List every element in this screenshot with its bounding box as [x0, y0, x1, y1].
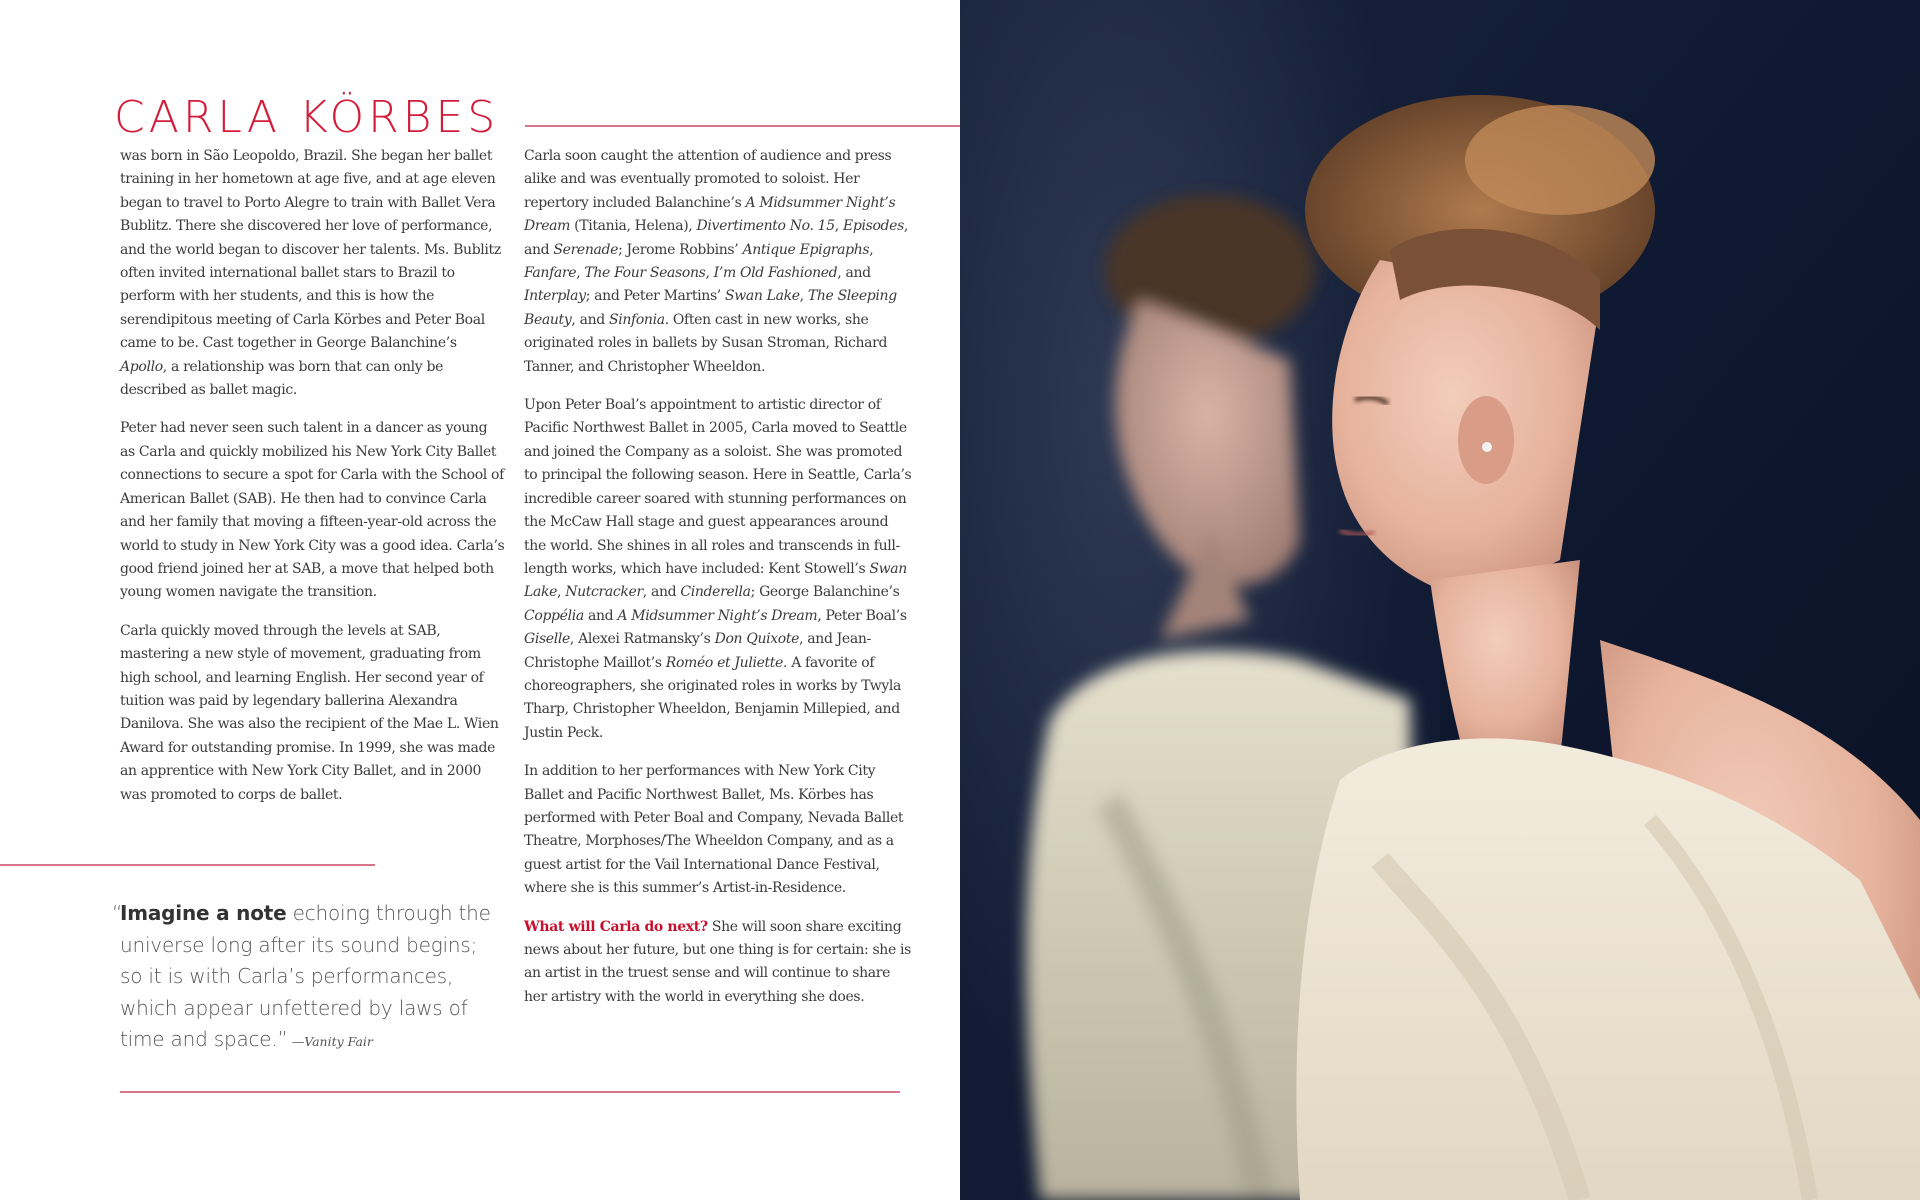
italic-title: The Four Seasons	[584, 265, 706, 282]
italic-title: Antique Epigraphs	[742, 241, 870, 258]
italic-title: Fanfare	[524, 265, 577, 282]
italic-title: Coppélia	[524, 607, 584, 624]
text-run: ,	[557, 584, 566, 601]
text-run: ; and Peter Martins’	[585, 288, 726, 305]
callout-lead: What will Carla do next?	[524, 918, 708, 935]
pull-quote-source: —Vanity Fair	[287, 1034, 373, 1049]
text-run: ,	[869, 241, 874, 258]
text-column-left	[120, 145, 505, 822]
italic-title: Nutcracker	[565, 584, 643, 601]
italic-title: Don Quixote	[714, 631, 800, 648]
paragraph	[524, 394, 912, 745]
text-run: ,	[799, 288, 808, 305]
text-run: ,	[834, 218, 843, 235]
open-quote-mark: “	[112, 901, 123, 925]
italic-title: Divertimento No. 15	[696, 218, 835, 235]
text-run: and	[583, 607, 618, 624]
text-run: ,	[576, 265, 585, 282]
text-run: Upon Peter Boal’s appointment to artistic director of Pacific Northwest Ballet in 2005, Carla moved to Seattle and joined the Company as a soloist. She was promoted to principal the following season. Here in Seattle, Carla’s incredible career soared with stunning performances on the McCaw Hall stage and guest appearances around the world. She shines in all roles and transcends in full-length works, which have included: Kent Stowell’s	[524, 397, 912, 577]
text-run: She will soon share exciting news about her future, but one thing is for certain: she is an artist in the truest sense and will continue to share her artistry with the world in everything she does.	[524, 918, 911, 1005]
text-run: , Peter Boal’s	[817, 607, 907, 624]
pullquote-rule-top	[0, 864, 375, 866]
italic-title: Episodes	[843, 218, 904, 235]
text-run: was born in São Leopoldo, Brazil. She began her ballet training in her hometown at age five, and at age eleven began to travel to Porto Alegre to train with Ballet Vera Bublitz. There she discovered her love of performance, and the world began to discover her talents. Ms. Bublitz often invited international ballet stars to Brazil to perform with her students, and this is how the serendipitous meeting of Carla Körbes and Peter Boal came to be. Cast together in George Balanchine’s	[120, 148, 501, 352]
italic-title: Interplay	[524, 288, 586, 305]
portrait-illustration	[960, 0, 1920, 1200]
text-column-right	[524, 145, 912, 1024]
text-run: Carla soon caught the attention of audience and press alike and was eventually promoted to soloist. Her repertory included Balanchine’s	[524, 148, 892, 211]
portrait-photo	[960, 0, 1920, 1200]
italic-title: Giselle	[524, 631, 570, 648]
italic-title: A Midsummer Night’s Dream	[617, 607, 818, 624]
italic-title: Swan Lake	[725, 288, 800, 305]
top-rule	[525, 125, 960, 127]
pull-quote-lead: Imagine a note	[120, 901, 287, 925]
text-run: ; George Balanchine’s	[750, 584, 900, 601]
italic-title: Swan Lake	[524, 560, 907, 601]
italic-title: The Sleeping Beauty	[524, 288, 897, 328]
italic-title: Sinfonia	[608, 311, 665, 328]
paragraph	[524, 145, 912, 379]
bottom-rule	[120, 1091, 900, 1093]
text-run: , and	[524, 218, 909, 258]
text-run: . Often cast in new works, she originated roles in ballets by Susan Stroman, Richard Tanner, and Christopher Wheeldon.	[524, 311, 888, 375]
italic-title: Serenade	[553, 241, 619, 258]
paragraph: In addition to her performances with New York City Ballet and Pacific Northwest Ballet, Ms. Körbes has performed with Peter Boal and Company, Nevada Ballet Theatre, Morphoses/The Wheeldon Company, and as a guest artist for the Vail International Dance Festival, where she is this summer’s Artist-in-Residence.	[524, 763, 904, 897]
text-run: (Titania, Helena),	[570, 218, 697, 235]
pull-quote-body: echoing through the universe long after its sound begins; so it is with Carla’s performances, which appear unfettered by laws of time and space.”	[120, 901, 491, 1051]
text-run: , Alexei Ratmansky’s	[569, 631, 715, 648]
text-run: , and Jean-Christophe Maillot’s	[524, 631, 871, 671]
italic-title: I’m Old Fashioned	[713, 265, 838, 282]
text-run: , and	[642, 584, 681, 601]
text-run: , a relationship was born that can only be described as ballet magic.	[120, 358, 443, 399]
paragraph: Peter had never seen such talent in a dancer as young as Carla and quickly mobilized his New York City Ballet connections to secure a spot for Carla with the School of American Ballet (SAB). He then had to convince Carla and her family that moving a fifteen-year-old across the world to study in New York City was a good idea. Carla’s good friend joined her at SAB, a move that helped both young women navigate the transition.	[120, 420, 505, 601]
italic-title: Roméo et Juliette	[665, 654, 783, 671]
italic-title: Apollo	[120, 358, 163, 375]
text-run: ; Jerome Robbins’	[618, 241, 743, 258]
italic-title: A Midsummer Night’s Dream	[524, 194, 896, 235]
paragraph	[120, 145, 505, 402]
text-run: ,	[705, 265, 714, 282]
paragraph: Carla quickly moved through the levels at SAB, mastering a new style of movement, graduating from high school, and learning English. Her second year of tuition was paid by legendary ballerina Alexandra Danilova. She was also the recipient of the Mae L. Wien Award for outstanding promise. In 1999, she was made an apprentice with New York City Ballet, and in 2000 was promoted to corps de ballet.	[120, 622, 499, 803]
italic-title: Cinderella	[680, 584, 751, 601]
text-run: . A favorite of choreographers, she originated roles in works by Twyla Tharp, Christopher Wheeldon, Benjamin Millepied, and Justin Peck.	[524, 654, 902, 741]
paragraph	[524, 916, 912, 1010]
pull-quote	[112, 898, 492, 1058]
page-title: CARLA KÖRBES	[114, 92, 500, 143]
text-run: , and	[837, 265, 871, 282]
text-run: , and	[571, 311, 609, 328]
pull-quote-text	[112, 898, 492, 1058]
